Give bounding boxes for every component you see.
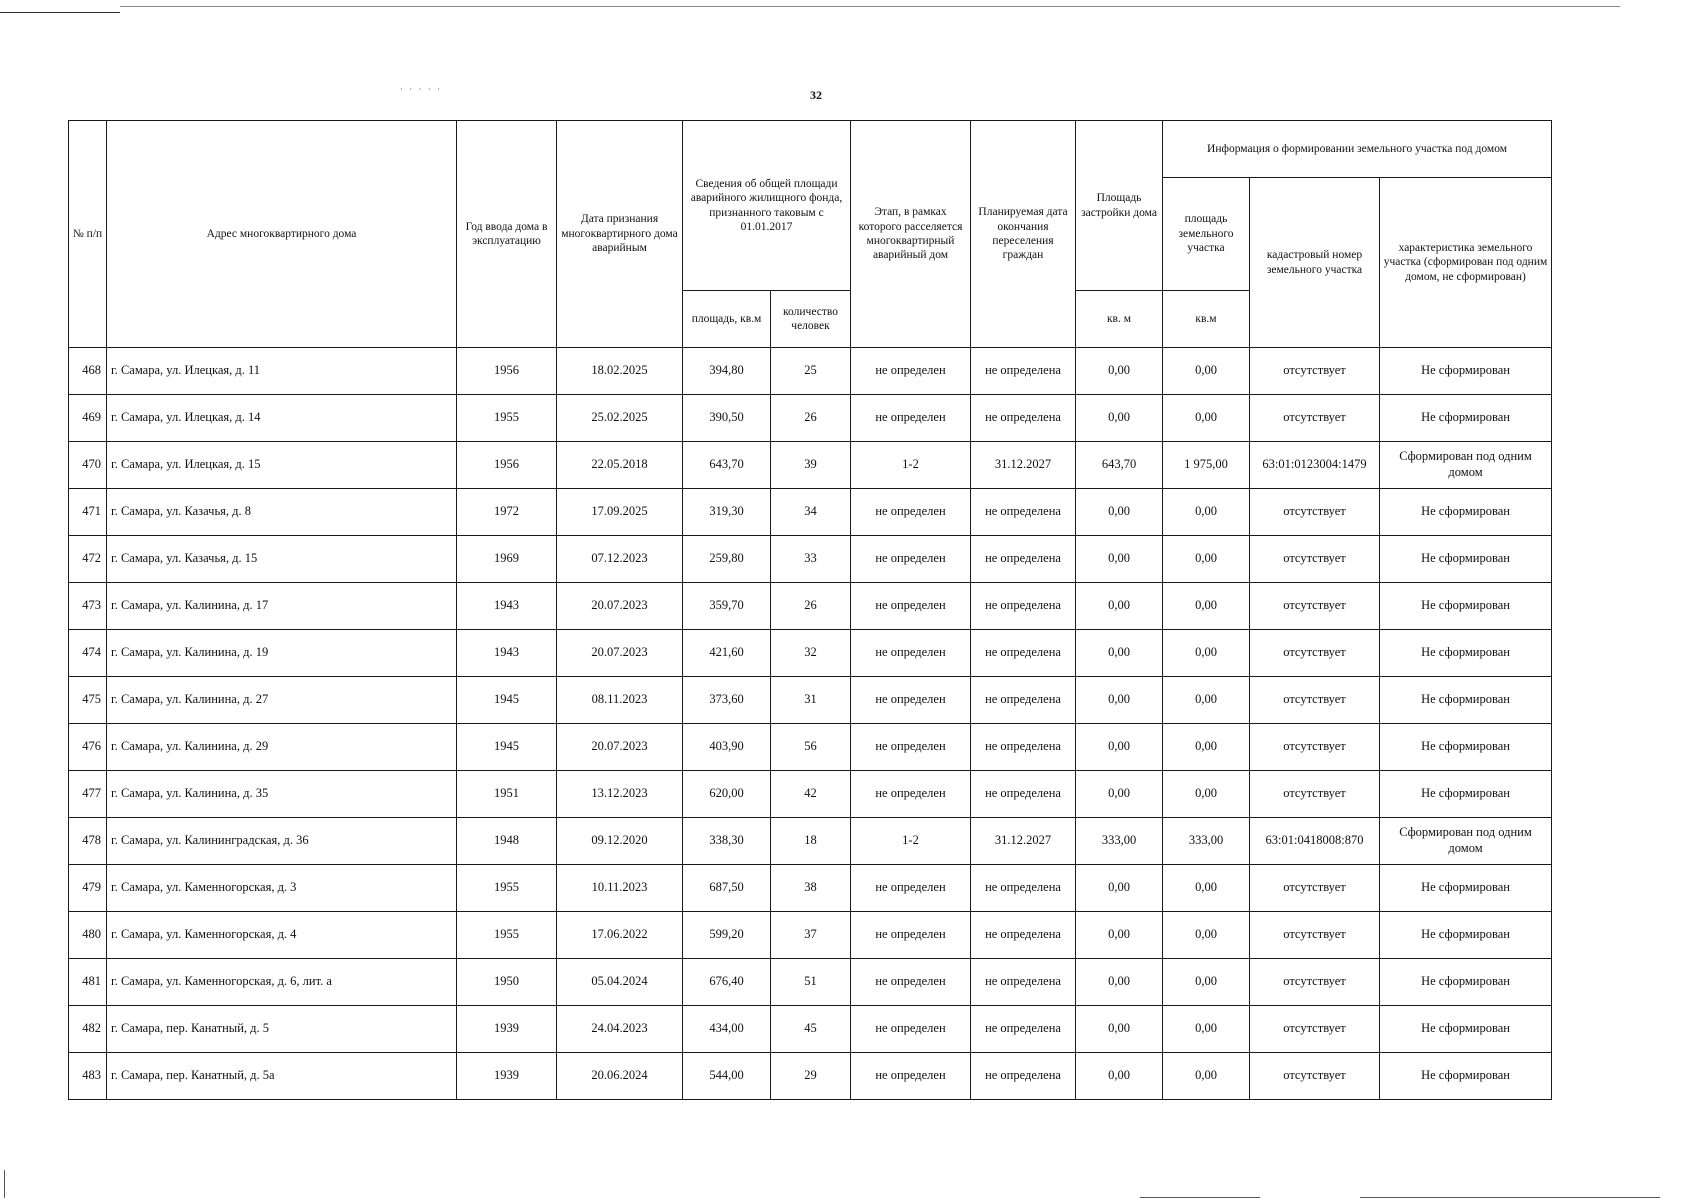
table-body	[69, 348, 1552, 1100]
cell-date: 13.12.2023	[557, 771, 683, 818]
cell-num: 469	[69, 395, 107, 442]
cell-num: 471	[69, 489, 107, 536]
cell-address: г. Самара, пер. Канатный, д. 5а	[107, 1053, 457, 1100]
cell-address: г. Самара, ул. Калинина, д. 17	[107, 583, 457, 630]
table-row	[69, 724, 1552, 771]
cell-cadastral: отсутствует	[1250, 959, 1380, 1006]
cell-land-area: 333,00	[1163, 818, 1250, 865]
cell-stage: не определен	[851, 865, 971, 912]
scan-speck-marks: · · · · ·	[400, 84, 442, 94]
cell-date: 25.02.2025	[557, 395, 683, 442]
cell-year: 1951	[457, 771, 557, 818]
cell-land-characteristic: Не сформирован	[1380, 865, 1552, 912]
cell-land-area: 0,00	[1163, 1053, 1250, 1100]
cell-address: г. Самара, ул. Калинина, д. 19	[107, 630, 457, 677]
cell-cadastral: отсутствует	[1250, 630, 1380, 677]
cell-year: 1950	[457, 959, 557, 1006]
cell-land-characteristic: Не сформирован	[1380, 1053, 1552, 1100]
cell-area: 544,00	[683, 1053, 771, 1100]
cell-stage: не определен	[851, 348, 971, 395]
scan-bottom-rule	[1360, 1197, 1660, 1198]
cell-year: 1955	[457, 912, 557, 959]
scan-top-rule	[120, 6, 1620, 7]
cell-num: 478	[69, 818, 107, 865]
cell-area: 390,50	[683, 395, 771, 442]
cell-date: 09.12.2020	[557, 818, 683, 865]
cell-num: 473	[69, 583, 107, 630]
header-land-characteristic: характеристика земельного участка (сформирован под одним домом, не сформирован)	[1380, 178, 1552, 348]
cell-address: г. Самара, пер. Канатный, д. 5	[107, 1006, 457, 1053]
table-row	[69, 959, 1552, 1006]
cell-area: 403,90	[683, 724, 771, 771]
cell-area: 687,50	[683, 865, 771, 912]
cell-land-area: 0,00	[1163, 630, 1250, 677]
table-row	[69, 1006, 1552, 1053]
cell-land-characteristic: Не сформирован	[1380, 677, 1552, 724]
cell-people: 25	[771, 348, 851, 395]
cell-cadastral: отсутствует	[1250, 771, 1380, 818]
cell-people: 26	[771, 395, 851, 442]
cell-land-area: 0,00	[1163, 1006, 1250, 1053]
cell-date: 20.06.2024	[557, 1053, 683, 1100]
cell-num: 472	[69, 536, 107, 583]
table-header	[69, 121, 1552, 348]
cell-stage: не определен	[851, 959, 971, 1006]
cell-cadastral: отсутствует	[1250, 865, 1380, 912]
cell-year: 1943	[457, 583, 557, 630]
cell-year: 1955	[457, 865, 557, 912]
cell-cadastral: отсутствует	[1250, 677, 1380, 724]
cell-cadastral: отсутствует	[1250, 536, 1380, 583]
cell-year: 1956	[457, 442, 557, 489]
cell-land-characteristic: Не сформирован	[1380, 348, 1552, 395]
cell-stage: не определен	[851, 771, 971, 818]
cell-building-area: 333,00	[1076, 818, 1163, 865]
cell-stage: не определен	[851, 536, 971, 583]
cell-people: 51	[771, 959, 851, 1006]
cell-year: 1945	[457, 724, 557, 771]
cell-people: 38	[771, 865, 851, 912]
cell-people: 56	[771, 724, 851, 771]
table-row	[69, 677, 1552, 724]
cell-year: 1969	[457, 536, 557, 583]
cell-cadastral: отсутствует	[1250, 1006, 1380, 1053]
table-row	[69, 348, 1552, 395]
table-row	[69, 489, 1552, 536]
table-row	[69, 630, 1552, 677]
cell-area: 421,60	[683, 630, 771, 677]
cell-area: 643,70	[683, 442, 771, 489]
cell-cadastral: 63:01:0418008:870	[1250, 818, 1380, 865]
cell-date: 24.04.2023	[557, 1006, 683, 1053]
cell-num: 482	[69, 1006, 107, 1053]
cell-stage: не определен	[851, 912, 971, 959]
cell-area: 359,70	[683, 583, 771, 630]
cell-people: 29	[771, 1053, 851, 1100]
cell-num: 477	[69, 771, 107, 818]
cell-land-characteristic: Не сформирован	[1380, 724, 1552, 771]
cell-stage: не определен	[851, 583, 971, 630]
cell-building-area: 0,00	[1076, 348, 1163, 395]
cell-cadastral: отсутствует	[1250, 348, 1380, 395]
cell-building-area: 0,00	[1076, 724, 1163, 771]
cell-building-area: 0,00	[1076, 583, 1163, 630]
scan-top-rule-left	[0, 12, 120, 13]
cell-land-characteristic: Сформирован под одним домом	[1380, 442, 1552, 489]
header-people: количество человек	[771, 291, 851, 348]
cell-area: 599,20	[683, 912, 771, 959]
cell-land-characteristic: Не сформирован	[1380, 1006, 1552, 1053]
cell-land-area: 0,00	[1163, 724, 1250, 771]
cell-address: г. Самара, ул. Каменногорская, д. 3	[107, 865, 457, 912]
cell-num: 474	[69, 630, 107, 677]
cell-cadastral: отсутствует	[1250, 489, 1380, 536]
cell-building-area: 0,00	[1076, 771, 1163, 818]
cell-people: 34	[771, 489, 851, 536]
cell-date: 17.06.2022	[557, 912, 683, 959]
cell-num: 470	[69, 442, 107, 489]
table-row	[69, 865, 1552, 912]
cell-area: 620,00	[683, 771, 771, 818]
cell-building-area: 643,70	[1076, 442, 1163, 489]
cell-stage: не определен	[851, 630, 971, 677]
cell-date: 22.05.2018	[557, 442, 683, 489]
cell-address: г. Самара, ул. Илецкая, д. 15	[107, 442, 457, 489]
cell-address: г. Самара, ул. Калининградская, д. 36	[107, 818, 457, 865]
cell-planned: не определена	[971, 771, 1076, 818]
header-land-group: Информация о формировании земельного участка под домом	[1163, 121, 1552, 178]
cell-land-characteristic: Не сформирован	[1380, 630, 1552, 677]
cell-num: 483	[69, 1053, 107, 1100]
cell-land-area: 0,00	[1163, 677, 1250, 724]
cell-planned: не определена	[971, 630, 1076, 677]
cell-address: г. Самара, ул. Калинина, д. 27	[107, 677, 457, 724]
cell-people: 31	[771, 677, 851, 724]
cell-people: 18	[771, 818, 851, 865]
cell-land-characteristic: Сформирован под одним домом	[1380, 818, 1552, 865]
cell-building-area: 0,00	[1076, 1006, 1163, 1053]
emergency-housing-table	[68, 120, 1552, 1100]
cell-planned: не определена	[971, 536, 1076, 583]
cell-num: 468	[69, 348, 107, 395]
cell-num: 476	[69, 724, 107, 771]
cell-num: 479	[69, 865, 107, 912]
cell-stage: не определен	[851, 395, 971, 442]
cell-stage: 1-2	[851, 818, 971, 865]
header-land-area: площадь земельного участка	[1163, 178, 1250, 291]
cell-land-area: 0,00	[1163, 536, 1250, 583]
cell-land-characteristic: Не сформирован	[1380, 912, 1552, 959]
cell-num: 475	[69, 677, 107, 724]
header-unit-building: кв. м	[1076, 291, 1163, 348]
cell-building-area: 0,00	[1076, 1053, 1163, 1100]
table-row	[69, 912, 1552, 959]
cell-building-area: 0,00	[1076, 912, 1163, 959]
scan-left-mark	[4, 1170, 5, 1198]
cell-planned: не определена	[971, 1053, 1076, 1100]
header-address: Адрес многоквартирного дома	[107, 121, 457, 348]
cell-year: 1948	[457, 818, 557, 865]
cell-cadastral: отсутствует	[1250, 395, 1380, 442]
cell-year: 1955	[457, 395, 557, 442]
cell-address: г. Самара, ул. Казачья, д. 15	[107, 536, 457, 583]
header-year: Год ввода дома в эксплуатацию	[457, 121, 557, 348]
cell-planned: не определена	[971, 677, 1076, 724]
cell-year: 1939	[457, 1006, 557, 1053]
cell-planned: не определена	[971, 865, 1076, 912]
cell-area: 394,80	[683, 348, 771, 395]
cell-planned: не определена	[971, 724, 1076, 771]
cell-planned: 31.12.2027	[971, 442, 1076, 489]
cell-planned: не определена	[971, 1006, 1076, 1053]
cell-building-area: 0,00	[1076, 536, 1163, 583]
cell-land-characteristic: Не сформирован	[1380, 536, 1552, 583]
cell-date: 20.07.2023	[557, 630, 683, 677]
header-date-emergency: Дата признания многоквартирного дома аварийным	[557, 121, 683, 348]
page-number: 32	[810, 88, 822, 102]
table-row	[69, 771, 1552, 818]
cell-year: 1972	[457, 489, 557, 536]
cell-area: 319,30	[683, 489, 771, 536]
cell-planned: не определена	[971, 395, 1076, 442]
cell-area: 434,00	[683, 1006, 771, 1053]
cell-stage: не определен	[851, 1006, 971, 1053]
cell-planned: не определена	[971, 912, 1076, 959]
cell-land-area: 0,00	[1163, 348, 1250, 395]
cell-planned: не определена	[971, 348, 1076, 395]
cell-people: 42	[771, 771, 851, 818]
cell-cadastral: отсутствует	[1250, 912, 1380, 959]
table-row	[69, 395, 1552, 442]
table-row	[69, 536, 1552, 583]
cell-cadastral: отсутствует	[1250, 724, 1380, 771]
header-area-sqm: площадь, кв.м	[683, 291, 771, 348]
cell-date: 18.02.2025	[557, 348, 683, 395]
cell-land-characteristic: Не сформирован	[1380, 395, 1552, 442]
cell-address: г. Самара, ул. Илецкая, д. 14	[107, 395, 457, 442]
cell-land-characteristic: Не сформирован	[1380, 959, 1552, 1006]
cell-land-area: 0,00	[1163, 395, 1250, 442]
cell-date: 17.09.2025	[557, 489, 683, 536]
cell-address: г. Самара, ул. Каменногорская, д. 6, лит. а	[107, 959, 457, 1006]
cell-area: 338,30	[683, 818, 771, 865]
cell-land-area: 0,00	[1163, 959, 1250, 1006]
cell-land-characteristic: Не сформирован	[1380, 771, 1552, 818]
cell-date: 05.04.2024	[557, 959, 683, 1006]
cell-building-area: 0,00	[1076, 630, 1163, 677]
cell-address: г. Самара, ул. Калинина, д. 35	[107, 771, 457, 818]
cell-cadastral: отсутствует	[1250, 583, 1380, 630]
header-planned-date: Планируемая дата окончания переселения граждан	[971, 121, 1076, 348]
cell-land-area: 0,00	[1163, 912, 1250, 959]
cell-stage: не определен	[851, 724, 971, 771]
cell-date: 10.11.2023	[557, 865, 683, 912]
table-row	[69, 1053, 1552, 1100]
cell-cadastral: отсутствует	[1250, 1053, 1380, 1100]
header-unit-land: кв.м	[1163, 291, 1250, 348]
cell-date: 08.11.2023	[557, 677, 683, 724]
cell-year: 1956	[457, 348, 557, 395]
cell-land-area: 0,00	[1163, 583, 1250, 630]
cell-people: 45	[771, 1006, 851, 1053]
header-stage: Этап, в рамках которого расселяется многоквартирный аварийный дом	[851, 121, 971, 348]
header-num: № п/п	[69, 121, 107, 348]
header-area-group: Сведения об общей площади аварийного жилищного фонда, признанного таковым с 01.01.2017	[683, 121, 851, 291]
cell-people: 26	[771, 583, 851, 630]
cell-people: 33	[771, 536, 851, 583]
cell-num: 480	[69, 912, 107, 959]
cell-year: 1939	[457, 1053, 557, 1100]
cell-people: 39	[771, 442, 851, 489]
cell-land-area: 0,00	[1163, 771, 1250, 818]
cell-building-area: 0,00	[1076, 865, 1163, 912]
cell-address: г. Самара, ул. Калинина, д. 29	[107, 724, 457, 771]
cell-address: г. Самара, ул. Илецкая, д. 11	[107, 348, 457, 395]
cell-stage: не определен	[851, 1053, 971, 1100]
cell-area: 259,80	[683, 536, 771, 583]
cell-building-area: 0,00	[1076, 489, 1163, 536]
cell-stage: не определен	[851, 677, 971, 724]
cell-stage: не определен	[851, 489, 971, 536]
cell-date: 20.07.2023	[557, 724, 683, 771]
cell-planned: не определена	[971, 583, 1076, 630]
cell-date: 20.07.2023	[557, 583, 683, 630]
cell-planned: 31.12.2027	[971, 818, 1076, 865]
cell-people: 37	[771, 912, 851, 959]
cell-stage: 1-2	[851, 442, 971, 489]
cell-cadastral: 63:01:0123004:1479	[1250, 442, 1380, 489]
cell-planned: не определена	[971, 959, 1076, 1006]
table-row	[69, 442, 1552, 489]
cell-people: 32	[771, 630, 851, 677]
cell-area: 373,60	[683, 677, 771, 724]
cell-building-area: 0,00	[1076, 959, 1163, 1006]
cell-area: 676,40	[683, 959, 771, 1006]
header-building-area: Площадь застройки дома	[1076, 121, 1163, 291]
table-row	[69, 818, 1552, 865]
cell-year: 1943	[457, 630, 557, 677]
cell-date: 07.12.2023	[557, 536, 683, 583]
table-row	[69, 583, 1552, 630]
cell-planned: не определена	[971, 489, 1076, 536]
cell-address: г. Самара, ул. Казачья, д. 8	[107, 489, 457, 536]
cell-land-area: 0,00	[1163, 865, 1250, 912]
cell-building-area: 0,00	[1076, 677, 1163, 724]
cell-land-area: 1 975,00	[1163, 442, 1250, 489]
cell-building-area: 0,00	[1076, 395, 1163, 442]
cell-address: г. Самара, ул. Каменногорская, д. 4	[107, 912, 457, 959]
scan-bottom-rule	[1140, 1197, 1260, 1198]
cell-num: 481	[69, 959, 107, 1006]
cell-land-area: 0,00	[1163, 489, 1250, 536]
cell-land-characteristic: Не сформирован	[1380, 489, 1552, 536]
header-cadastral: кадастровый номер земельного участка	[1250, 178, 1380, 348]
cell-land-characteristic: Не сформирован	[1380, 583, 1552, 630]
cell-year: 1945	[457, 677, 557, 724]
